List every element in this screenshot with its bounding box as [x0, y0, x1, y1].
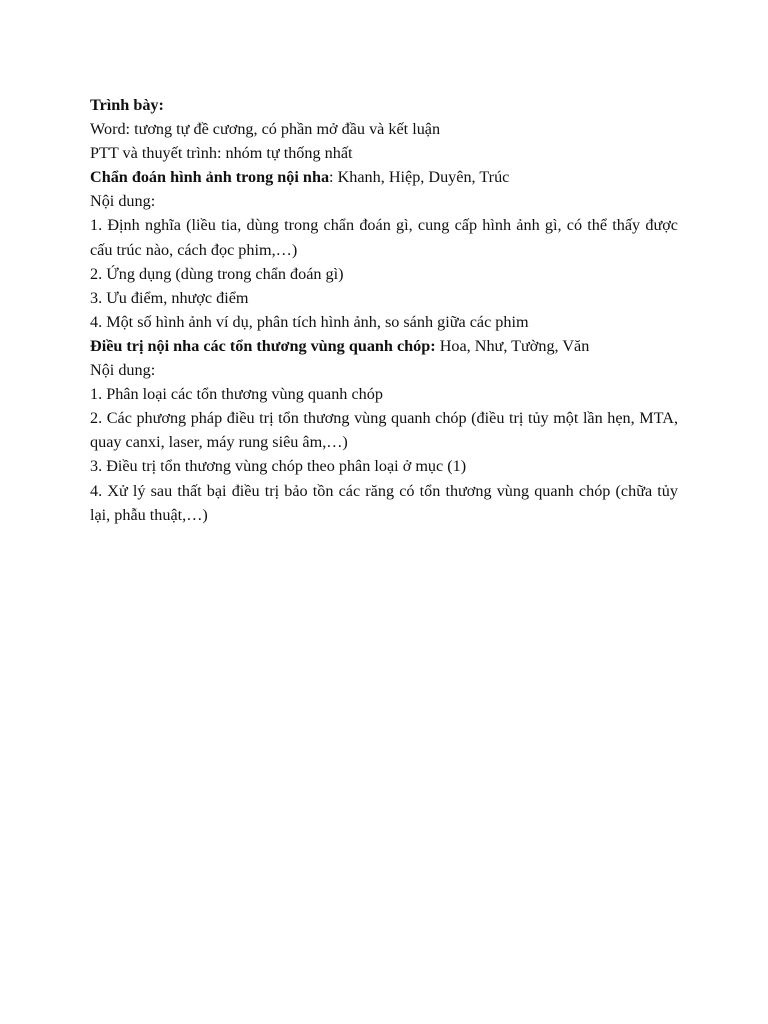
section1-heading: Chẩn đoán hình ảnh trong nội nha [90, 168, 330, 187]
section2-members: Hoa, Như, Tường, Văn [435, 336, 590, 355]
section1-header [90, 165, 678, 189]
section2-content-label: Nội dung: [90, 361, 156, 380]
word-instruction: Word: tương tự đề cương, có phần mở đầu và kết luận [90, 120, 441, 139]
section2-heading: Điều trị nội nha các tổn thương vùng quanh chóp: [90, 336, 436, 355]
section1-item: 4. Một số hình ảnh ví dụ, phân tích hình ảnh, so sánh giữa các phim [90, 312, 529, 331]
section2-item: 2. Các phương pháp điều trị tổn thương vùng quanh chóp (điều trị tủy một lần hẹn, MTA, quay canxi, laser, máy rung siêu âm,…) [90, 409, 678, 452]
section2-item: 3. Điều trị tổn thương vùng chóp theo phân loại ở mục (1) [90, 457, 467, 476]
document-title: Trình bày: [90, 96, 164, 114]
section2-item: 1. Phân loại các tổn thương vùng quanh chóp [90, 385, 383, 404]
section1-item: 3. Ưu điểm, nhược điểm [90, 288, 249, 307]
section2-item: 4. Xử lý sau thất bại điều trị bảo tồn các răng có tổn thương vùng quanh chóp (chữa tủy lại, phẫu thuật,…) [90, 481, 678, 524]
section2-header [90, 334, 678, 358]
section1-item: 2. Ứng dụng (dùng trong chẩn đoán gì) [90, 264, 344, 283]
document-page [90, 93, 678, 527]
section1-content-label: Nội dung: [90, 192, 156, 211]
section1-item: 1. Định nghĩa (liều tia, dùng trong chẩn đoán gì, cung cấp hình ảnh gì, có thể thấy được cấu trúc nào, cách đọc phim,…) [90, 216, 678, 259]
section1-members: : Khanh, Hiệp, Duyên, Trúc [329, 168, 510, 187]
ptt-instruction: PTT và thuyết trình: nhóm tự thống nhất [90, 144, 353, 163]
